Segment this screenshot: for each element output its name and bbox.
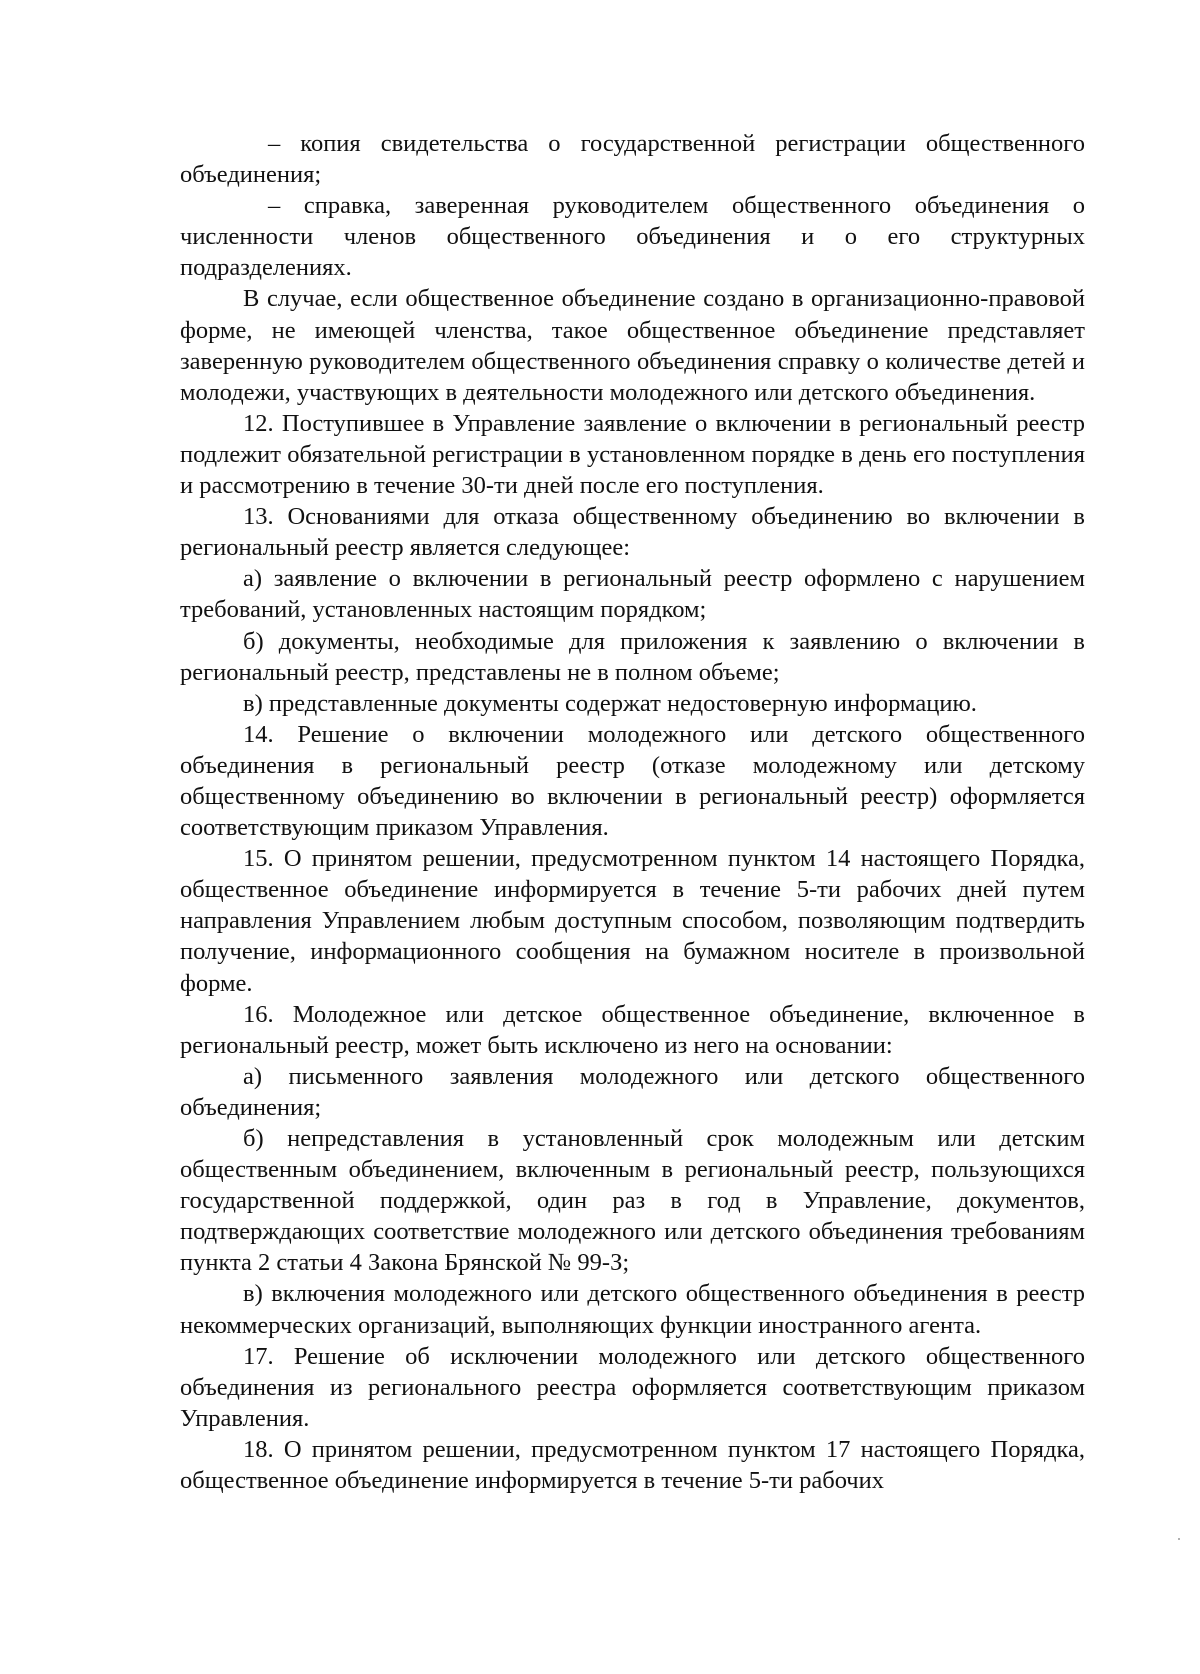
- document-paragraph-11: 16. Молодежное или детское общественное объединение, включенное в региональный реестр, может быть исключено из него на основании:: [180, 1000, 1085, 1059]
- document-paragraph-3: В случае, если общественное объединение создано в организационно-правовой форме, не имеющей членства, такое общественное объединение представляет заверенную руководителем общественного объединения справку о количестве детей и молодежи, участвующих в деятельности молодежного или детского объединения.: [180, 285, 1085, 406]
- document-paragraph-10: 15. О принятом решении, предусмотренном пунктом 14 настоящего Порядка, общественное объединение информируется в течение 5-ти рабочих дней путем направления Управлением любым доступным способом, позволяющим подтвердить получение, информационного сообщения на бумажном носителе в произвольной форме.: [180, 845, 1085, 997]
- scan-speck: [1178, 1538, 1180, 1540]
- document-paragraph-14: в) включения молодежного или детского общественного объединения в реестр некоммерческих организаций, выполняющих функции иностранного агента.: [180, 1280, 1085, 1339]
- document-paragraph-12: а) письменного заявления молодежного или детского общественного объединения;: [180, 1062, 1085, 1121]
- document-paragraph-1: – копия свидетельства о государственной регистрации общественного объединения;: [180, 130, 1085, 189]
- document-paragraph-2: – справка, заверенная руководителем общественного объединения о численности членов общественного объединения и о его структурных подразделениях.: [180, 192, 1085, 282]
- document-page: [180, 128, 1085, 1496]
- document-paragraph-15: 17. Решение об исключении молодежного или детского общественного объединения из регионального реестра оформляется соответствующим приказом Управления.: [180, 1342, 1085, 1432]
- document-paragraph-4: 12. Поступившее в Управление заявление о включении в региональный реестр подлежит обязательной регистрации в установленном порядке в день его поступления и рассмотрению в течение 30-ти дней после его поступления.: [180, 409, 1085, 500]
- document-paragraph-6: а) заявление о включении в региональный реестр оформлено с нарушением требований, установленных настоящим порядком;: [180, 565, 1085, 624]
- document-paragraph-7: б) документы, необходимые для приложения к заявлению о включении в региональный реестр, представлены не в полном объеме;: [180, 627, 1085, 686]
- document-paragraph-16: 18. О принятом решении, предусмотренном пунктом 17 настоящего Порядка, общественное объединение информируется в течение 5-ти рабочих: [180, 1435, 1085, 1495]
- document-paragraph-9: 14. Решение о включении молодежного или детского общественного объединения в региональный реестр (отказе молодежному или детскому общественному объединению во включении в региональный реестр) оформляется соответствующим приказом Управления.: [180, 720, 1085, 842]
- document-paragraph-8: в) представленные документы содержат недостоверную информацию.: [243, 689, 977, 717]
- document-paragraph-5: 13. Основаниями для отказа общественному объединению во включении в региональный реестр является следующее:: [180, 503, 1085, 562]
- document-paragraph-13: б) непредставления в установленный срок молодежным или детским общественным объединением, включенным в региональный реестр, пользующихся государственной поддержкой, один раз в год в Управление, документов, подтверждающих соответствие молодежного или детского объединения требованиям пункта 2 статьи 4 Закона Брянской № 99-З;: [180, 1125, 1085, 1277]
